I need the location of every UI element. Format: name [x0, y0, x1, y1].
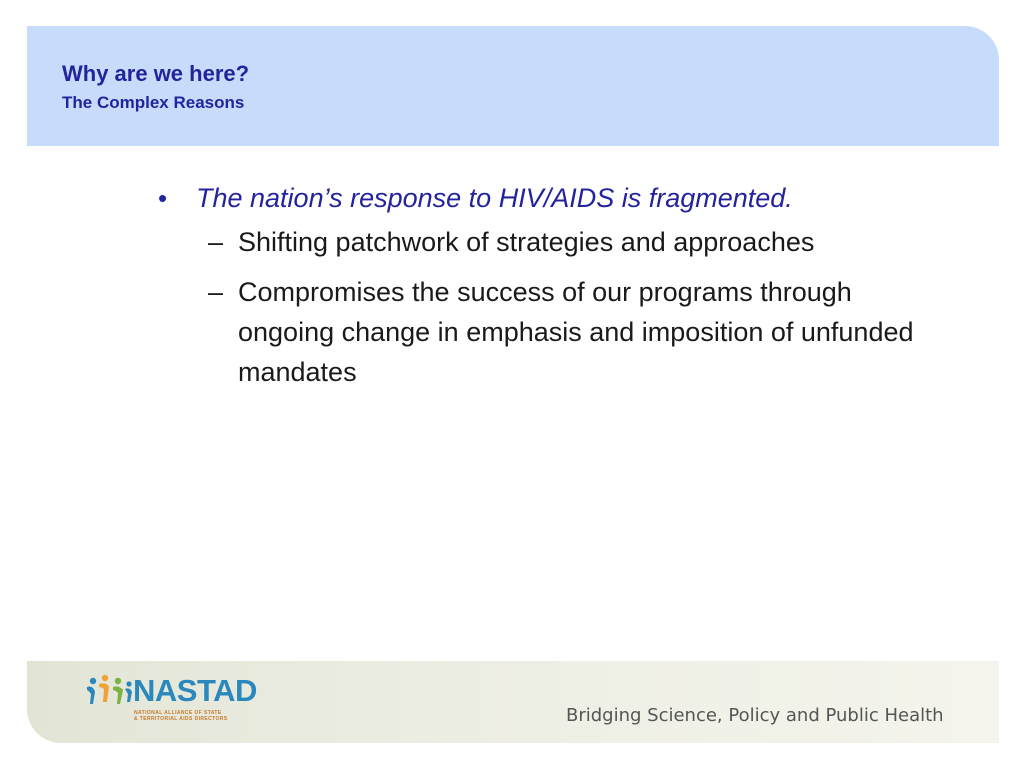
- slide-title: Why are we here?: [62, 61, 250, 86]
- logo-tagline: NATIONAL ALLIANCE OF STATE & TERRITORIAL AIDS DIRECTORS: [134, 710, 228, 722]
- slide-content: [150, 178, 970, 392]
- sub-bullet: [200, 222, 970, 262]
- people-figures-icon: [85, 672, 133, 712]
- sub-bullet-text: Compromises the success of our programs through ongoing change in emphasis and imposition of unfunded mandates: [238, 277, 914, 387]
- slide-subtitle: The Complex Reasons: [62, 93, 245, 112]
- logo-wordmark: NASTAD: [133, 673, 257, 708]
- header-band: [27, 26, 999, 146]
- footer-tagline: Bridging Science, Policy and Public Health: [566, 705, 944, 726]
- sub-bullet: [200, 272, 970, 392]
- dash-marker: –: [208, 277, 224, 307]
- main-bullet: [150, 178, 970, 218]
- nastad-logo: [85, 672, 285, 728]
- main-bullet-text: The nation’s response to HIV/AIDS is fragmented.: [196, 183, 793, 213]
- sub-bullet-text: Shifting patchwork of strategies and approaches: [238, 227, 815, 257]
- bullet-marker: •: [158, 183, 168, 213]
- dash-marker: –: [208, 227, 224, 257]
